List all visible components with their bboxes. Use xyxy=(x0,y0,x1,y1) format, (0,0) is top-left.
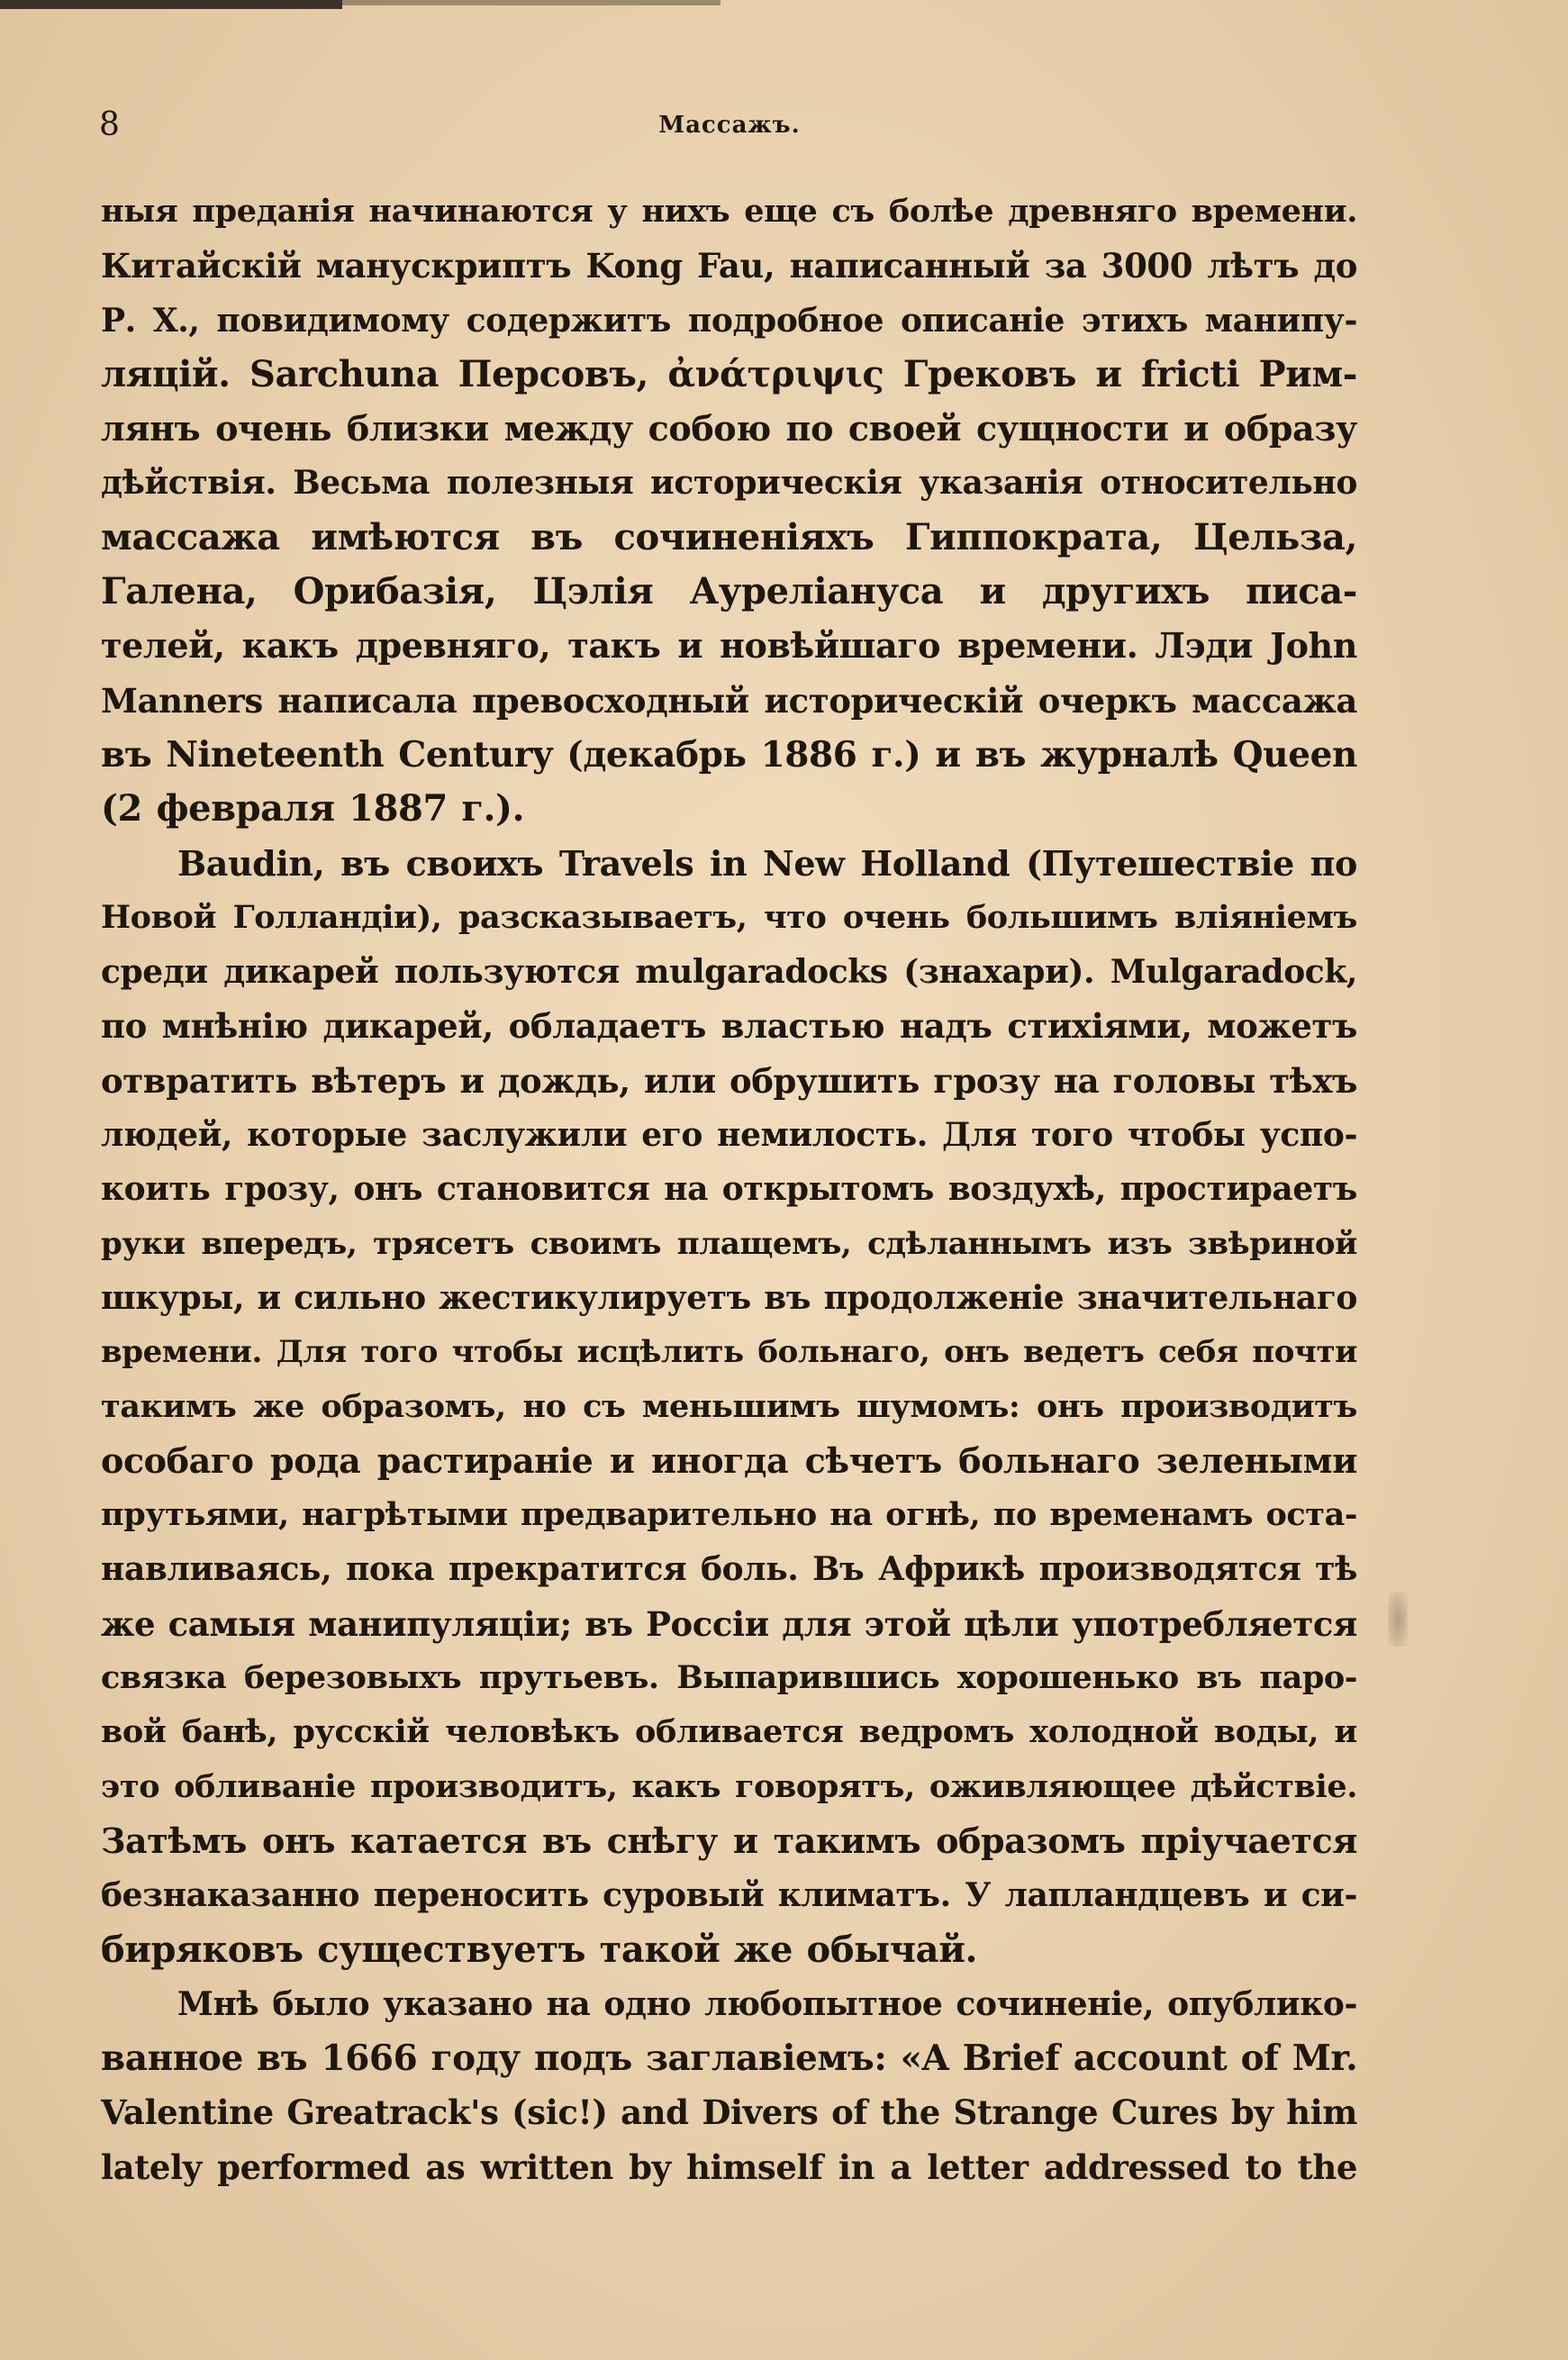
text-line: ныя преданія начинаются у нихъ еще съ болѣе древняго времени. xyxy=(101,193,1357,230)
text-line: же самыя манипуляціи; въ Россіи для этой цѣли употребляется xyxy=(101,1603,1357,1644)
scan-edge xyxy=(0,0,342,9)
text-line: шкуры, и сильно жестикулируетъ въ продолженіе значительнаго xyxy=(101,1278,1357,1317)
body-text xyxy=(101,185,1357,2194)
paper-smudge xyxy=(1388,1593,1408,1647)
text-line: массажа имѣются въ сочиненіяхъ Гиппократа, Цельза, xyxy=(101,515,1357,558)
text-line: вой банѣ, русскій человѣкъ обливается ведромъ холодной воды, и xyxy=(101,1713,1357,1751)
text-line: Valentine Greatrack's (sic!) and Divers of the Strange Cures by him xyxy=(101,2092,1357,2133)
text-line: по мнѣнію дикарей, обладаетъ властью надъ стихіями, можетъ xyxy=(101,1006,1357,1047)
page-number: 8 xyxy=(99,106,120,143)
text-line: людей, которые заслужили его немилость. Для того чтобы успо- xyxy=(101,1116,1357,1155)
text-line: Мнѣ было указано на одно любопытное сочиненіе, опублико- xyxy=(177,1984,1357,2023)
text-line: биряковъ существуетъ такой же обычай. xyxy=(101,1928,977,1971)
text-line: Р. Х., повидимому содержитъ подробное описаніе этихъ манипу- xyxy=(101,301,1357,340)
text-line: связка березовыхъ прутьевъ. Выпарившись хорошенько въ паро- xyxy=(101,1659,1357,1697)
text-line: это обливаніе производитъ, какъ говорятъ, оживляющее дѣйствіе. xyxy=(101,1767,1357,1805)
text-line: времени. Для того чтобы исцѣлить больнаго, онъ ведетъ себя почти xyxy=(101,1334,1357,1371)
page-header xyxy=(99,106,1360,151)
text-line: коить грозу, онъ становится на открытомъ воздухѣ, простираетъ xyxy=(101,1170,1357,1209)
scan-edge-faint xyxy=(342,0,721,5)
text-line: (2 февраля 1887 г.). xyxy=(101,787,525,831)
text-line: Галена, Орибазія, Цэлія Ауреліануса и другихъ писа- xyxy=(101,570,1357,613)
text-line: ванное въ 1666 году подъ заглавіемъ: «A Brief account of Mr. xyxy=(101,2038,1357,2080)
text-line: Китайскій манускриптъ Kong Fau, написанный за 3000 лѣтъ до xyxy=(101,246,1357,286)
text-line: въ Nineteenth Century (декабрь 1886 г.) и въ журналѣ Queen xyxy=(101,733,1357,776)
text-line: лянъ очень близки между собою по своей сущности и образу xyxy=(101,408,1357,449)
text-line: особаго рода растираніе и иногда сѣчетъ больнаго зелеными xyxy=(101,1439,1357,1481)
text-line: руки впередъ, трясетъ своимъ плащемъ, сдѣланнымъ изъ звѣриной xyxy=(101,1225,1357,1262)
text-line: Новой Голландіи), разсказываетъ, что очень большимъ вліяніемъ xyxy=(101,898,1357,936)
running-head: Массажъ. xyxy=(658,112,801,139)
text-line: Manners написала превосходный историческій очеркъ массажа xyxy=(101,680,1357,721)
text-line: телей, какъ древняго, такъ и новѣйшаго времени. Лэди John xyxy=(101,625,1357,667)
text-line: прутьями, нагрѣтыми предварительно на огнѣ, по временамъ оста- xyxy=(101,1496,1357,1534)
text-line: такимъ же образомъ, но съ меньшимъ шумомъ: онъ производитъ xyxy=(101,1387,1357,1425)
text-line: навливаясь, пока прекратится боль. Въ Африкѣ производятся тѣ xyxy=(101,1550,1357,1589)
text-line: безнаказанно переносить суровый климатъ. У лапландцевъ и си- xyxy=(101,1876,1357,1915)
text-line: дѣйствія. Весьма полезныя историческія указанія относительно xyxy=(101,464,1357,503)
text-line: lately performed as written by himself in a letter addressed to the xyxy=(101,2147,1357,2187)
text-line: Baudin, въ своихъ Travels in New Holland (Путешествіе по xyxy=(177,842,1357,884)
text-line: отвратить вѣтеръ и дождь, или обрушить грозу на головы тѣхъ xyxy=(101,1060,1357,1101)
text-line: ляцій. Sarchuna Персовъ, ἀνάτριψις Грековъ и fricti Рим- xyxy=(101,352,1357,395)
text-line: среди дикарей пользуются mulgaradocks (знахари). Mulgaradock, xyxy=(101,953,1357,992)
text-line: Затѣмъ онъ катается въ снѣгу и такимъ образомъ пріучается xyxy=(101,1820,1357,1861)
